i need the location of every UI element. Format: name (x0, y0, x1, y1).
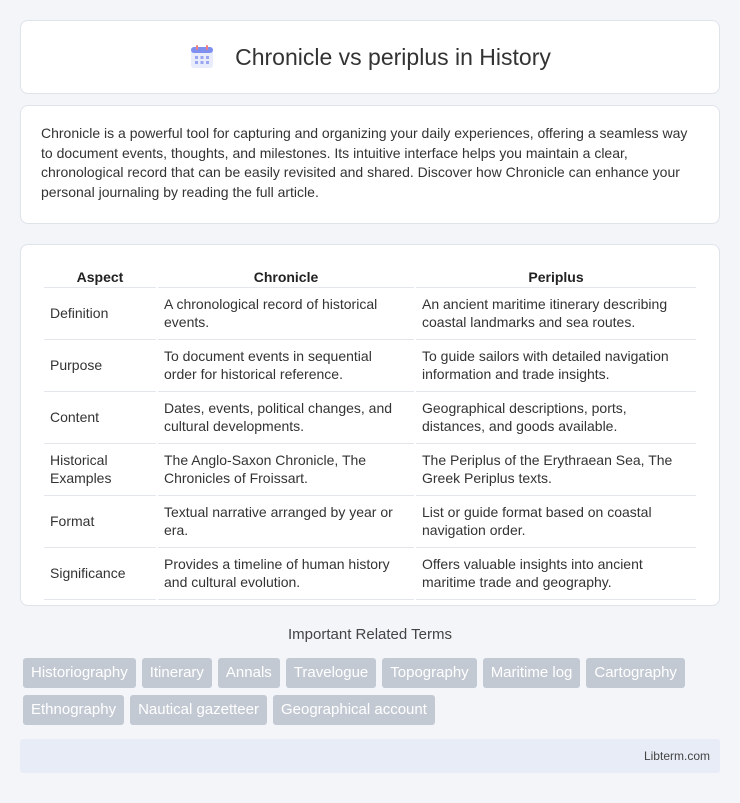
intro-text: Chronicle is a powerful tool for capturing and organizing your daily experiences, offering a seamless way to document events, thoughts, and milestones. Its intuitive interface helps you maintain a clear, chronological record that can be easily revisited and shared. Discover how Chronicle can enhance your personal journaling by reading the full article. (41, 125, 688, 200)
related-term-tag[interactable]: Maritime log (483, 658, 581, 688)
table-row (44, 496, 696, 548)
header-aspect: Aspect (44, 265, 156, 288)
related-term-tag[interactable]: Ethnography (23, 695, 124, 725)
cell-chronicle: To document events in sequential order for historical reference. (158, 340, 414, 392)
cell-aspect: Significance (44, 548, 156, 600)
related-term-tag[interactable]: Itinerary (142, 658, 212, 688)
cell-chronicle: The Anglo-Saxon Chronicle, The Chronicles of Froissart. (158, 444, 414, 496)
cell-aspect: Purpose (44, 340, 156, 392)
cell-chronicle: Dates, events, political changes, and cultural developments. (158, 392, 414, 444)
cell-periplus: Geographical descriptions, ports, distances, and goods available. (416, 392, 696, 444)
cell-chronicle: A chronological record of historical events. (158, 288, 414, 340)
intro-card (20, 105, 720, 224)
related-terms-title: Important Related Terms (288, 626, 452, 643)
related-term-tag[interactable]: Annals (218, 658, 280, 688)
header-chronicle: Chronicle (158, 265, 414, 288)
related-term-tag[interactable]: Historiography (23, 658, 136, 688)
related-term-tag[interactable]: Travelogue (286, 658, 377, 688)
cell-aspect: Format (44, 496, 156, 548)
page-title: Chronicle vs periplus in History (235, 43, 551, 70)
cell-periplus: List or guide format based on coastal navigation order. (416, 496, 696, 548)
cell-chronicle: Textual narrative arranged by year or era. (158, 496, 414, 548)
cell-aspect: Definition (44, 288, 156, 340)
comparison-table (42, 265, 698, 600)
table-row (44, 548, 696, 600)
table-row (44, 288, 696, 340)
table-row (44, 392, 696, 444)
table-row (44, 340, 696, 392)
cell-aspect: Content (44, 392, 156, 444)
calendar-icon (189, 44, 215, 70)
comparison-card (20, 244, 720, 606)
header-periplus: Periplus (416, 265, 696, 288)
footer-link[interactable]: Libterm.com (643, 749, 710, 763)
related-term-tag[interactable]: Cartography (586, 658, 685, 688)
footer (20, 739, 720, 773)
related-term-tag[interactable]: Geographical account (273, 695, 435, 725)
related-term-tag[interactable]: Topography (382, 658, 476, 688)
related-terms-list (23, 658, 723, 725)
cell-periplus: Offers valuable insights into ancient maritime trade and geography. (416, 548, 696, 600)
table-header-row (44, 265, 696, 288)
cell-periplus: An ancient maritime itinerary describing coastal landmarks and sea routes. (416, 288, 696, 340)
header-card (20, 20, 720, 94)
cell-chronicle: Provides a timeline of human history and cultural evolution. (158, 548, 414, 600)
cell-periplus: The Periplus of the Erythraean Sea, The Greek Periplus texts. (416, 444, 696, 496)
cell-aspect: Historical Examples (44, 444, 156, 496)
related-term-tag[interactable]: Nautical gazetteer (130, 695, 267, 725)
table-row (44, 444, 696, 496)
cell-periplus: To guide sailors with detailed navigation information and trade insights. (416, 340, 696, 392)
